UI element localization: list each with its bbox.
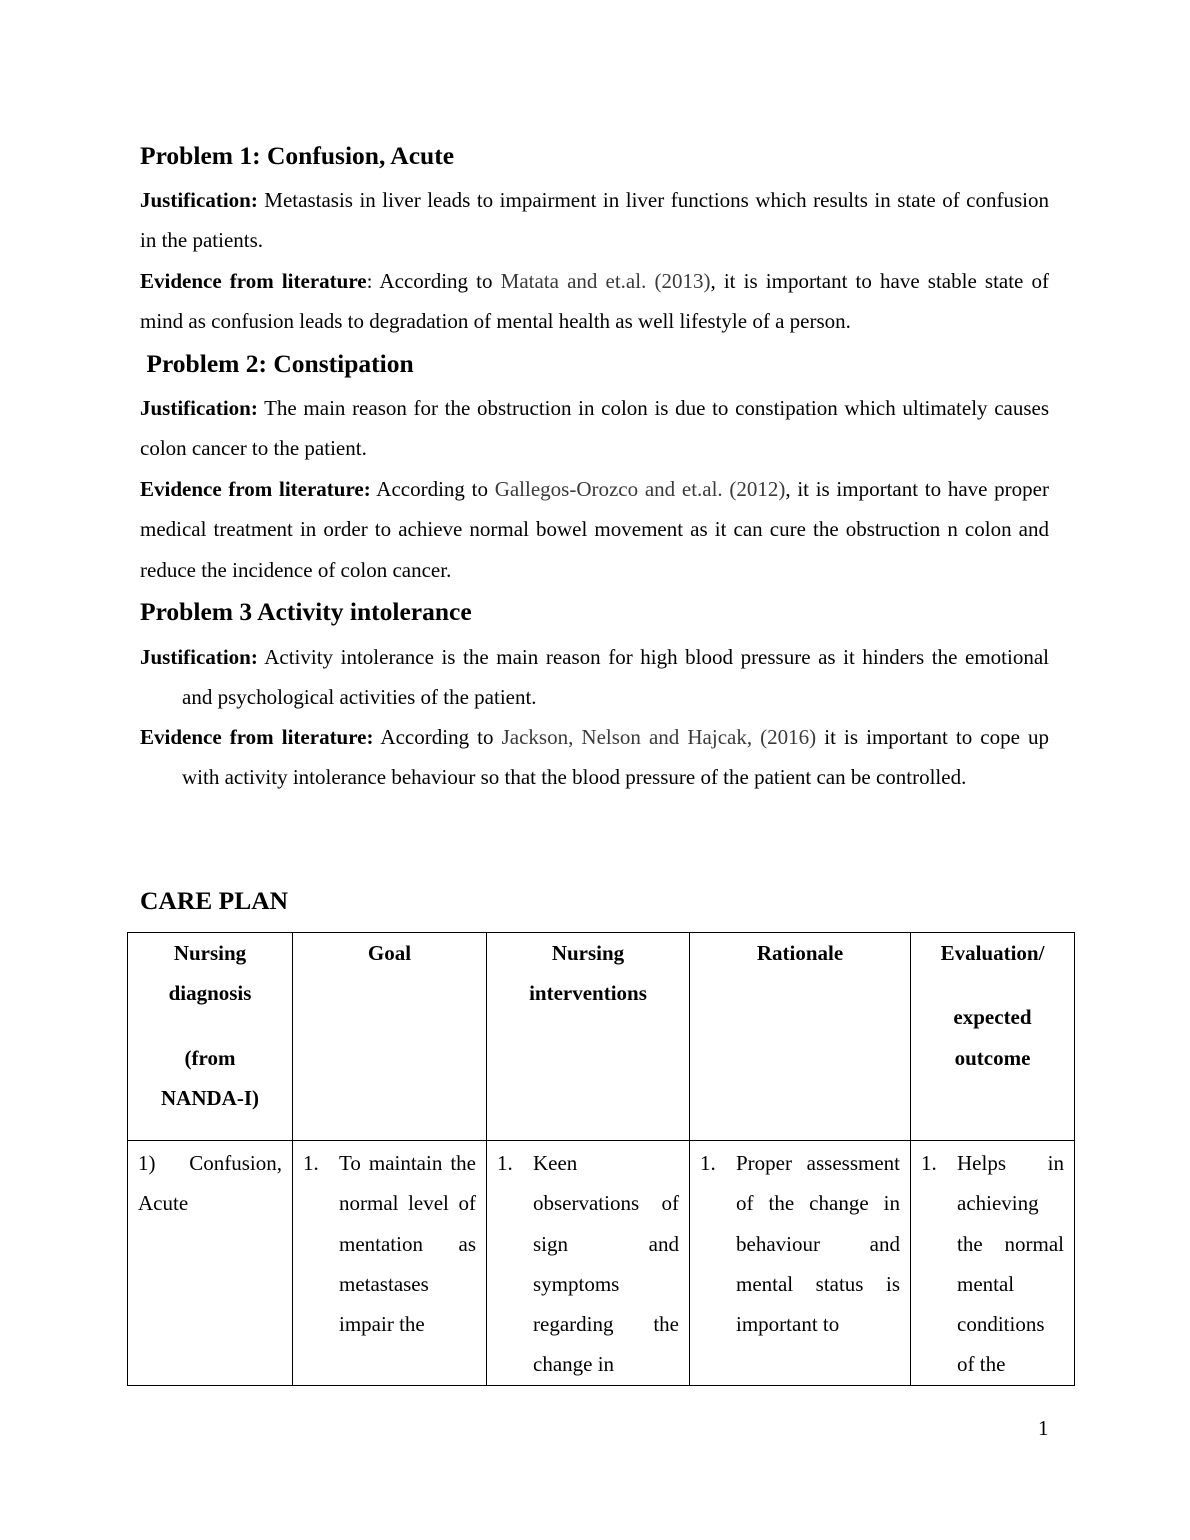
list-number: 1. [303,1151,319,1175]
header-interventions-text: Nursing interventions [529,941,647,1006]
header-evaluation [911,933,1075,1141]
problem-1-evidence [140,261,1049,342]
header-diagnosis-line1: Nursing diagnosis [168,941,252,1006]
problem-2-title: Problem 2: Constipation [140,349,414,378]
justification-label: Justification: [140,396,258,420]
table-header-row [128,933,1075,1141]
evidence-post: , it is important to have stable state of mind as confusion leads to degradation of mental health as well lifestyle of a person. [140,269,1050,334]
justification-text: Activity intolerance is the main reason for high blood pressure as it hinders the emotional and psychological activities of the patient. [182,645,1049,710]
problem-1-title: Problem 1: Confusion, Acute [140,141,455,170]
problem-2-evidence [140,469,1049,590]
header-rationale: Rationale [690,933,911,1141]
page-number: 1 [1038,1416,1049,1440]
justification-label: Justification: [140,188,258,212]
table-row [128,1141,1075,1386]
row-evaluation [911,1141,1074,1385]
interventions-text: Keen observations of sign and symptoms regarding the change in [533,1151,679,1377]
header-diagnosis-line2: (from NANDA-I) [161,1045,259,1110]
problem-3-evidence [140,717,1049,798]
justification-text: Metastasis in liver leads to impairment in liver functions which results in state of confusion in the patients. [140,188,1049,253]
care-plan-title: CARE PLAN [140,886,289,915]
problem-2-justification [140,388,1049,469]
evidence-citation: Jackson, Nelson and Hajcak, (2016) [501,725,817,749]
problem-3-title: Problem 3 Activity intolerance [140,597,472,626]
evidence-citation: Gallegos-Orozco and et.al. (2012) [494,477,786,501]
evidence-citation: Matata and et.al. (2013) [500,269,711,293]
evidence-label: Evidence from literature: [140,477,371,501]
list-number: 1. [700,1151,716,1175]
header-goal: Goal [293,933,487,1141]
justification-label: Justification: [140,645,258,669]
evaluation-text: Helps in achieving the normal mental conditions of the [957,1151,1064,1377]
header-diagnosis [128,933,293,1141]
evidence-post: it is important to cope up with activity intolerance behaviour so that the blood pressure of the patient can be controlled. [182,725,1050,790]
list-number: 1. [497,1151,513,1175]
justification-text: The main reason for the obstruction in colon is due to constipation which ultimately causes colon cancer to the patient. [140,396,1049,461]
row-interventions [487,1141,689,1385]
goal-text: To maintain the normal level of mentation as metastases impair the [339,1151,476,1337]
problem-1-justification [140,180,1049,261]
care-plan-table [127,932,1075,1386]
evidence-post: , it is important to have proper medical treatment in order to achieve normal bowel movement as it can cure the obstruction n colon and reduce the incidence of colon cancer. [140,477,1049,582]
evidence-label: Evidence from literature: [140,725,374,749]
evidence-pre: : According to [366,269,501,293]
problem-3-justification [140,637,1049,718]
evidence-pre: According to [370,477,495,501]
header-evaluation-line2: expected outcome [953,1005,1032,1070]
evidence-pre: According to [373,725,502,749]
row-goal [293,1141,486,1344]
row-diagnosis: 1) Confusion, Acute [138,1151,282,1216]
row-rationale [690,1141,910,1344]
header-interventions [487,933,690,1141]
header-evaluation-line1: Evaluation/ [940,941,1045,965]
evidence-label: Evidence from literature [140,269,367,293]
list-number: 1. [921,1151,937,1175]
rationale-text: Proper assessment of the change in behaviour and mental status is important to [736,1151,900,1337]
